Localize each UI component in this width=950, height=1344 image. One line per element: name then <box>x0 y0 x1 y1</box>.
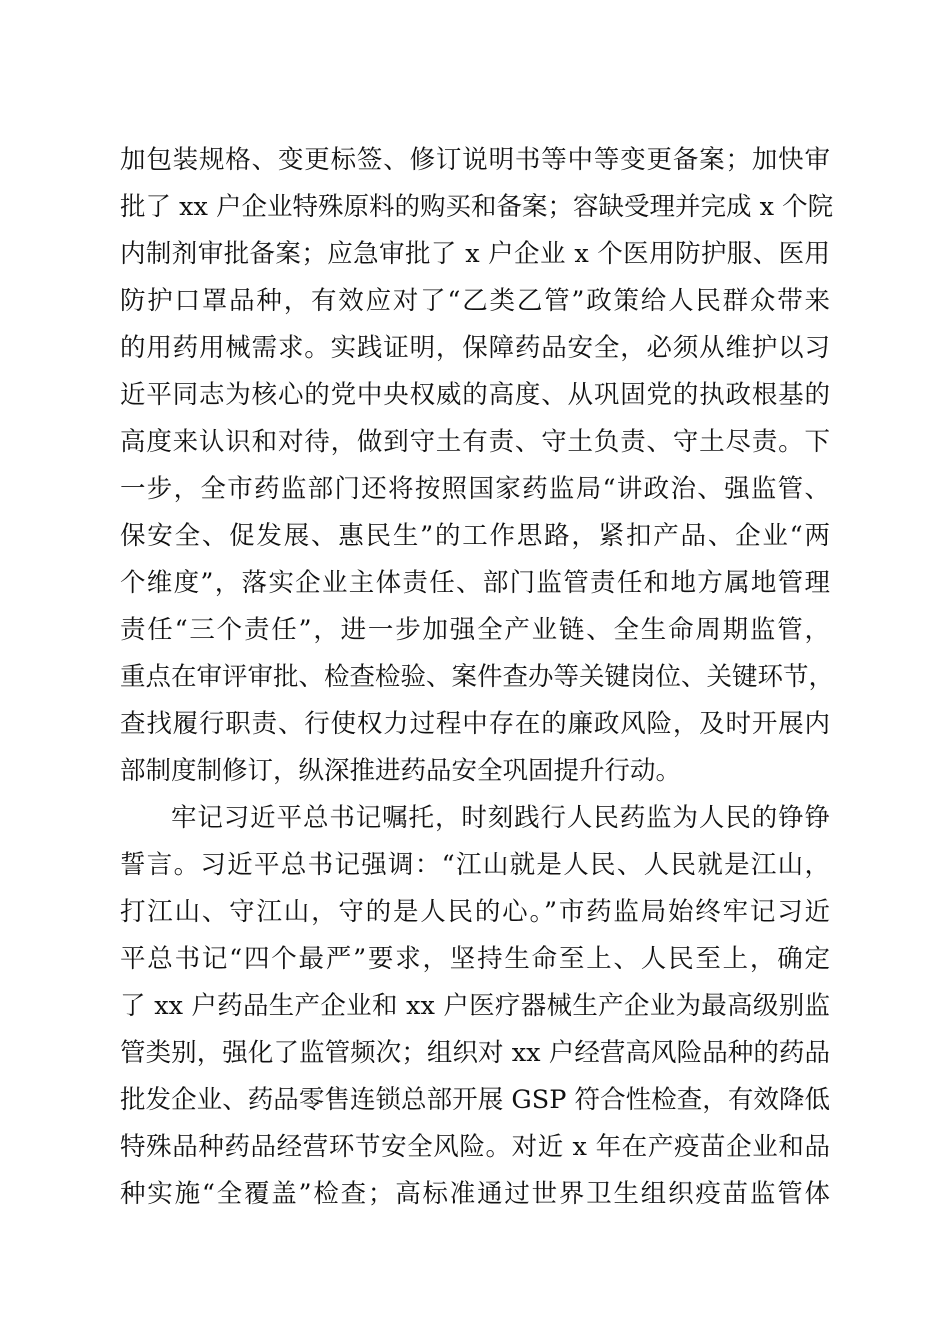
text-line: 查找履行职责、行使权力过程中存在的廉政风险，及时开展内 <box>120 709 830 739</box>
text-line: 保安全、促发展、惠民生”的工作思路，紧扣产品、企业“两 <box>120 521 830 551</box>
text-line: 一步，全市药监部门还将按照国家药监局“讲政治、强监管、 <box>120 474 830 504</box>
text-line: 平总书记“四个最严”要求，坚持生命至上、人民至上，确定 <box>120 944 830 974</box>
text-line: 个维度”，落实企业主体责任、部门监管责任和地方属地管理 <box>120 568 830 598</box>
text-line: 重点在审评审批、检查检验、案件查办等关键岗位、关键环节， <box>120 662 835 692</box>
text-line: 种实施“全覆盖”检查；高标准通过世界卫生组织疫苗监管体 <box>120 1179 830 1209</box>
text-line: 的用药用械需求。实践证明，保障药品安全，必须从维护以习 <box>120 333 830 363</box>
text-line: 批了 xx 户企业特殊原料的购买和备案；容缺受理并完成 x 个院 <box>120 192 834 222</box>
text-line: 防护口罩品种，有效应对了“乙类乙管”政策给人民群众带来 <box>120 286 830 316</box>
text-line: 责任“三个责任”，进一步加强全产业链、全生命周期监管， <box>120 615 830 645</box>
text-line: 加包装规格、变更标签、修订说明书等中等变更备案；加快审 <box>120 145 830 175</box>
paragraph-first-line: 牢记习近平总书记嘱托，时刻践行人民药监为人民的铮铮 <box>171 803 830 833</box>
text-line: 批发企业、药品零售连锁总部开展 GSP 符合性检查，有效降低 <box>120 1085 830 1115</box>
text-line: 内制剂审批备案；应急审批了 x 户企业 x 个医用防护服、医用 <box>120 239 830 269</box>
text-line: 誓言。习近平总书记强调：“江山就是人民、人民就是江山， <box>120 850 830 880</box>
text-line: 了 xx 户药品生产企业和 xx 户医疗器械生产企业为最高级别监 <box>120 991 830 1021</box>
text-line: 特殊品种药品经营环节安全风险。对近 x 年在产疫苗企业和品 <box>120 1132 830 1162</box>
text-line: 高度来认识和对待，做到守土有责、守土负责、守土尽责。下 <box>120 427 830 457</box>
text-line: 部制度制修订，纵深推进药品安全巩固提升行动。 <box>120 756 682 786</box>
text-line: 打江山、守江山，守的是人民的心。”市药监局始终牢记习近 <box>120 897 830 927</box>
text-line: 管类别，强化了监管频次；组织对 xx 户经营高风险品种的药品 <box>120 1038 830 1068</box>
text-line: 近平同志为核心的党中央权威的高度、从巩固党的执政根基的 <box>120 380 830 410</box>
